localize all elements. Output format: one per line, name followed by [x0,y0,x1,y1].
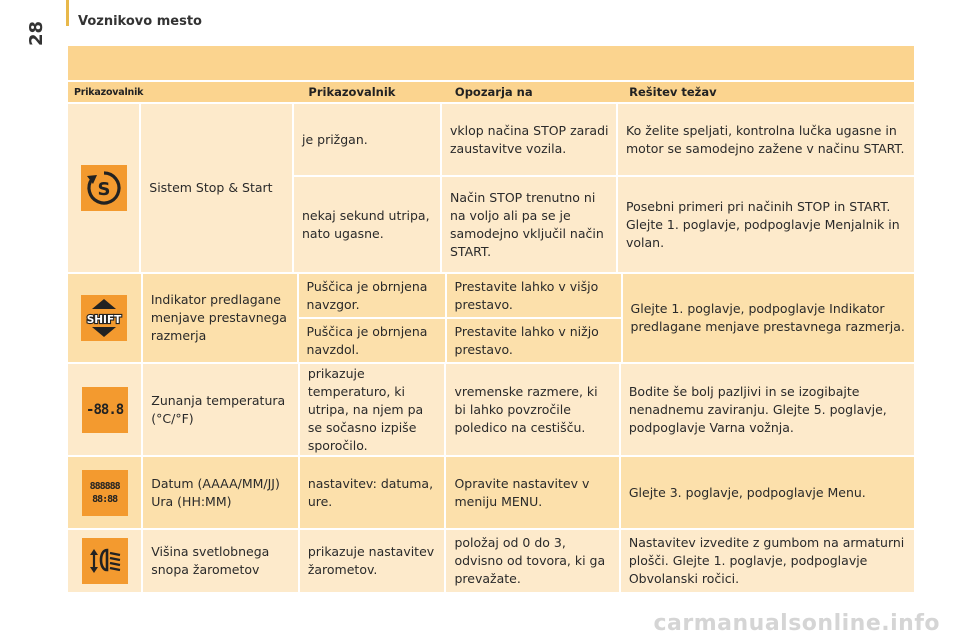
warning-text: položaj od 0 do 3, odvisno od tovora, ki ga prevažate. [446,530,618,592]
column-header-icon: Prikazovalnik [74,86,144,98]
table-row [68,530,914,592]
temperature-display-icon [82,387,128,433]
solution-text: Posebni primeri pri načinih STOP in START. Glejte 1. poglavje, podpoglavje Menjalnik in volan. [618,177,914,272]
table-header [68,82,914,102]
section-title: Voznikovo mesto [78,14,202,29]
warning-text: Opravite nastavitev v meniju MENU. [446,457,618,528]
shift-indicator-icon [81,295,127,341]
sub-row [294,104,914,175]
indicator-name: Višina svetlobnega snopa žarometov [143,530,298,592]
icon-cell [68,274,141,362]
date-time-display-icon [82,470,128,516]
indicator-name: Datum (AAAA/MM/JJ) Ura (HH:MM) [143,457,298,528]
sub-rows [299,274,621,362]
warning-text: vklop načina STOP zaradi zaustavitve vozila. [442,104,616,175]
solution-text: Nastavitev izvedite z gumbom na armaturni plošči. Glejte 1. poglavje, podpoglavje Obvolanski ročici. [621,530,914,592]
warning-text: Način STOP trenutno ni na voljo ali pa se je samodejno vključil način START. [442,177,616,272]
sub-rows [294,104,914,272]
display-text: Puščica je obrnjena navzdol. [299,319,445,362]
stop-start-icon [81,165,127,211]
column-header-display: Prikazovalnik [308,85,396,99]
warning-text: vremenske razmere, ki bi lahko povzročile poledico na cestišču. [446,364,618,455]
page-number [26,20,48,46]
display-text: prikazuje temperaturo, ki utripa, na njem pa se sočasno izpiše sporočilo. [300,364,445,455]
shift-icon-label: SHIFT [87,314,122,326]
time-icon-digits: 88:88 [92,493,118,505]
column-header-solution: Rešitev težav [629,85,717,99]
solution-text: Bodite še bolj pazljivi in se izogibajte nenadnemu zaviranju. Glejte 5. poglavje, podpoglavje Varna vožnja. [621,364,914,455]
page-number-text: 28 [26,20,47,46]
header-accent-bar [66,0,69,26]
solution-text: Glejte 3. poglavje, podpoglavje Menu. [621,457,914,528]
svg-text:S: S [97,179,111,200]
headlamp-leveling-icon [82,538,128,584]
display-text: prikazuje nastavitev žarometov. [300,530,445,592]
sub-row [294,177,914,272]
column-header-warning: Opozarja na [454,85,533,99]
display-text: nastavitev: datuma, ure. [300,457,445,528]
warning-text: Prestavite lahko v višjo prestavo. [447,274,621,317]
watermark: carmanualsonline.info [653,611,940,636]
icon-cell [68,104,139,272]
date-icon-digits: 888888 [89,480,120,492]
table-row [68,104,914,272]
indicator-table [68,82,914,592]
icon-cell [68,364,141,455]
temperature-icon-digits: -88.8 [86,401,124,418]
display-text: je prižgan. [294,104,440,175]
sub-row [299,274,621,317]
icon-cell [68,457,141,528]
warning-text: Prestavite lahko v nižjo prestavo. [447,319,621,362]
table-row [68,457,914,528]
indicator-name: Indikator predlagane menjave prestavnega razmerja [143,274,297,362]
table-row [68,274,914,362]
solution-text: Glejte 1. poglavje, podpoglavje Indikator predlagane menjave prestavnega razmerja. [623,274,914,362]
sub-row [299,319,621,362]
icon-cell [68,530,141,592]
solution-text: Ko želite speljati, kontrolna lučka ugasne in motor se samodejno zažene v načinu START. [618,104,914,175]
display-text: Puščica je obrnjena navzgor. [299,274,445,317]
table-row [68,364,914,455]
indicator-name: Zunanja temperatura (°C/°F) [143,364,298,455]
top-color-band [68,46,914,80]
display-text: nekaj sekund utripa, nato ugasne. [294,177,440,272]
indicator-name: Sistem Stop & Start [141,104,292,272]
